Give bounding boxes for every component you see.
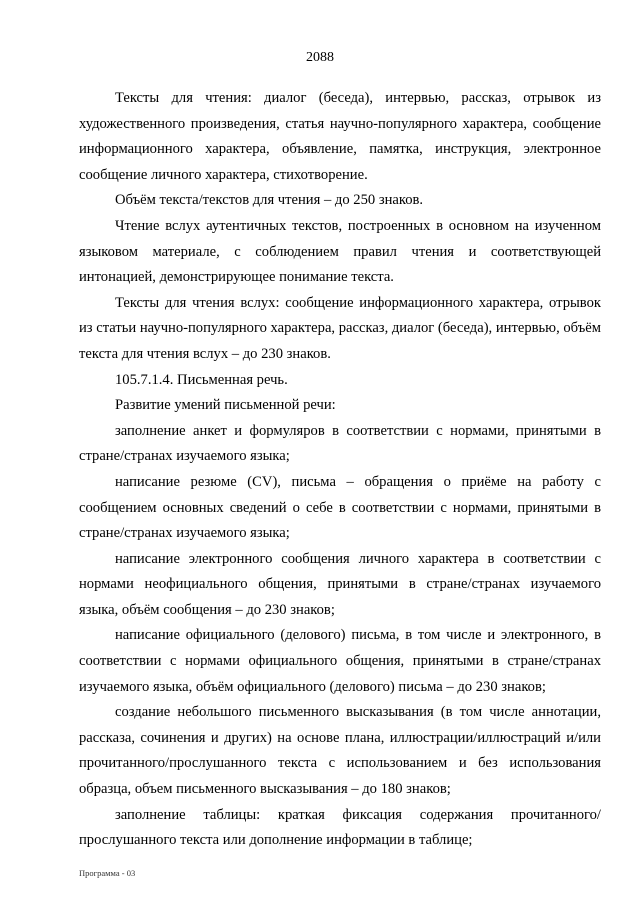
list-item-short-essay: создание небольшого письменного высказывания (в том числе аннотации, рассказа, сочинения и других) на основе плана, иллюстрации/иллюстраций и/или прочитанного/прослушанного текста с использованием и без использования образца, объем письменного высказывания – до 180 знаков; xyxy=(79,704,601,798)
paragraph-reading-aloud: Чтение вслух аутентичных текстов, построенных в основном на изученном языковом материале, с соблюдением правил чтения и соответствующей интонацией, демонстрирующее понимание текста. xyxy=(79,217,601,286)
paragraph-reading-aloud-texts: Тексты для чтения вслух: сообщение информационного характера, отрывок из статьи научно-популярного характера, рассказ, диалог (беседа), интервью, объём текста для чтения вслух – до 230 знаков. xyxy=(79,294,601,362)
body-text xyxy=(79,86,601,854)
list-item-table: заполнение таблицы: краткая фиксация содержания прочитанного/прослушанного текста или дополнение информации в таблице; xyxy=(79,806,601,849)
list-item-personal-email: написание электронного сообщения личного характера в соответствии с нормами неофициального общения, принятыми в стране/странах изучаемого языка, объём сообщения – до 230 знаков; xyxy=(79,550,601,618)
paragraph-writing-skills: Развитие умений письменной речи: xyxy=(115,397,336,414)
list-item-official-letter: написание официального (делового) письма, в том числе и электронного, в соответствии с нормами официального общения, принятыми в стране/странах изучаемого языка, объём официального (делового) письма – до 230 знаков; xyxy=(79,627,601,695)
paragraph-reading-texts: Тексты для чтения: диалог (беседа), интервью, рассказ, отрывок из художественного произведения, статья научно-популярного характера, сообщение информационного характера, объявление, памятка, инструкция, электронное сообщение личного характера, стихотворение. xyxy=(79,90,601,183)
paragraph-reading-volume: Объём текста/текстов для чтения – до 250 знаков. xyxy=(115,192,424,209)
section-heading-written-speech: 105.7.1.4. Письменная речь. xyxy=(115,371,288,388)
list-item-forms: заполнение анкет и формуляров в соответствии с нормами, принятыми в стране/странах изучаемого языка; xyxy=(79,422,601,465)
list-item-resume: написание резюме (CV), письма – обращения о приёме на работу с сообщением основных сведений о себе в соответствии с нормами, принятыми в стране/странах изучаемого языка; xyxy=(79,473,601,542)
footer-label: Программа - 03 xyxy=(79,868,136,878)
page-number: 2088 xyxy=(306,50,334,65)
